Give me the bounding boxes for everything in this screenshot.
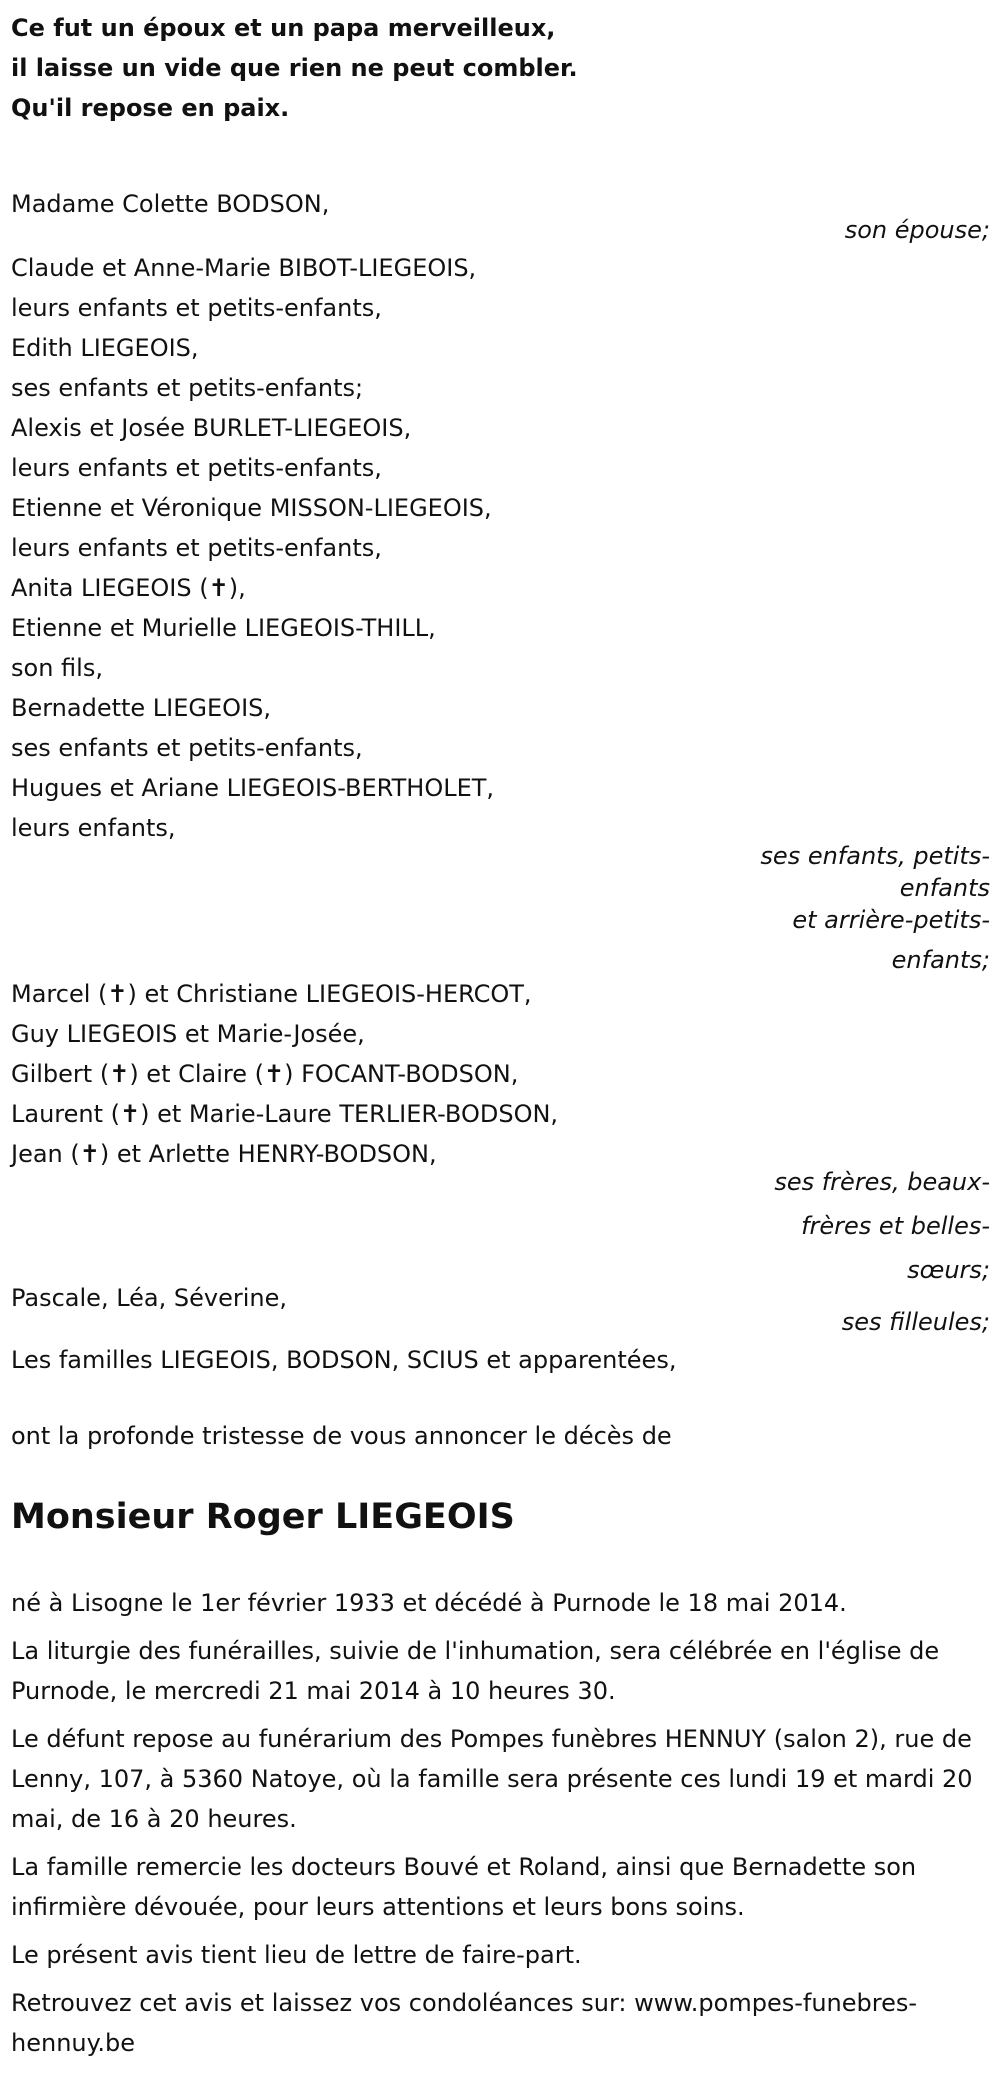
children-block xyxy=(11,248,494,848)
family-line: Alexis et Josée BURLET-LIEGEOIS, xyxy=(11,414,412,442)
family-line: Guy LIEGEOIS et Marie-Josée, xyxy=(11,1020,365,1048)
deceased-name: Monsieur Roger LIEGEOIS xyxy=(11,1497,515,1537)
family-line: Claude et Anne-Marie BIBOT-LIEGEOIS, xyxy=(11,254,477,282)
poem-line: Ce fut un époux et un papa merveilleux, xyxy=(11,14,556,42)
role-line: ses frères, beaux- xyxy=(774,1168,990,1196)
family-line: leurs enfants, xyxy=(11,814,176,842)
role-line: enfants xyxy=(899,874,990,902)
role-line: ses enfants, petits- xyxy=(760,842,990,870)
family-line: Edith LIEGEOIS, xyxy=(11,334,199,362)
children-role xyxy=(760,836,990,980)
family-line: ses enfants et petits-enfants; xyxy=(11,374,364,402)
poem-line: il laisse un vide que rien ne peut combler. xyxy=(11,54,578,82)
families-line: Les familles LIEGEOIS, BODSON, SCIUS et apparentées, xyxy=(11,1346,677,1374)
details-paragraph: La liturgie des funérailles, suivie de l'inhumation, sera célébrée en l'église de Purnode, le mercredi 21 mai 2014 à 10 heures 30. xyxy=(11,1637,940,1705)
role-line: enfants; xyxy=(891,946,990,974)
family-line: Jean (✝) et Arlette HENRY-BODSON, xyxy=(11,1140,437,1168)
spouse-name: Madame Colette BODSON, xyxy=(11,190,330,218)
details-paragraph: La famille remercie les docteurs Bouvé et Roland, ainsi que Bernadette son infirmière dévouée, pour leurs attentions et leurs bons soins. xyxy=(11,1853,917,1921)
spouse-role: son épouse; xyxy=(844,216,990,244)
families-block xyxy=(11,1340,676,1380)
details-paragraph: Le présent avis tient lieu de lettre de faire-part. xyxy=(11,1941,582,1969)
siblings-block xyxy=(11,974,558,1174)
details-paragraph: Le défunt repose au funérarium des Pompes funèbres HENNUY (salon 2), rue de Lenny, 107, à 5360 Natoye, où la famille sera présente ces lundi 19 et mardi 20 mai, de 16 à 20 heures. xyxy=(11,1725,973,1833)
family-line: Hugues et Ariane LIEGEOIS-BERTHOLET, xyxy=(11,774,495,802)
family-line: Anita LIEGEOIS (✝), xyxy=(11,574,246,602)
siblings-role xyxy=(774,1160,990,1292)
family-line: Marcel (✝) et Christiane LIEGEOIS-HERCOT, xyxy=(11,980,532,1008)
family-line: son fils, xyxy=(11,654,103,682)
family-line: Bernadette LIEGEOIS, xyxy=(11,694,272,722)
family-line: Etienne et Véronique MISSON-LIEGEOIS, xyxy=(11,494,492,522)
role-line: sœurs; xyxy=(907,1256,990,1284)
family-line: Gilbert (✝) et Claire (✝) FOCANT-BODSON, xyxy=(11,1060,519,1088)
family-line: Laurent (✝) et Marie-Laure TERLIER-BODSON, xyxy=(11,1100,559,1128)
announcement: ont la profonde tristesse de vous annoncer le décès de xyxy=(11,1422,672,1450)
godchildren-role: ses filleules; xyxy=(841,1308,990,1336)
poem xyxy=(11,8,578,128)
role-line: et arrière-petits- xyxy=(792,906,990,934)
godchildren-names: Pascale, Léa, Séverine, xyxy=(11,1284,287,1312)
family-line: Etienne et Murielle LIEGEOIS-THILL, xyxy=(11,614,436,642)
godchildren-block xyxy=(11,1278,287,1318)
poem-line: Qu'il repose en paix. xyxy=(11,94,290,122)
family-line: leurs enfants et petits-enfants, xyxy=(11,534,382,562)
family-line: leurs enfants et petits-enfants, xyxy=(11,294,382,322)
family-line: ses enfants et petits-enfants, xyxy=(11,734,363,762)
details-paragraph: Retrouvez cet avis et laissez vos condoléances sur: www.pompes-funebres-hennuy.be xyxy=(11,1989,918,2057)
role-line: frères et belles- xyxy=(801,1212,990,1240)
family-line: leurs enfants et petits-enfants, xyxy=(11,454,382,482)
details-block xyxy=(11,1583,996,2071)
spouse-block xyxy=(11,184,329,224)
details-paragraph: né à Lisogne le 1er février 1933 et décédé à Purnode le 18 mai 2014. xyxy=(11,1589,847,1617)
